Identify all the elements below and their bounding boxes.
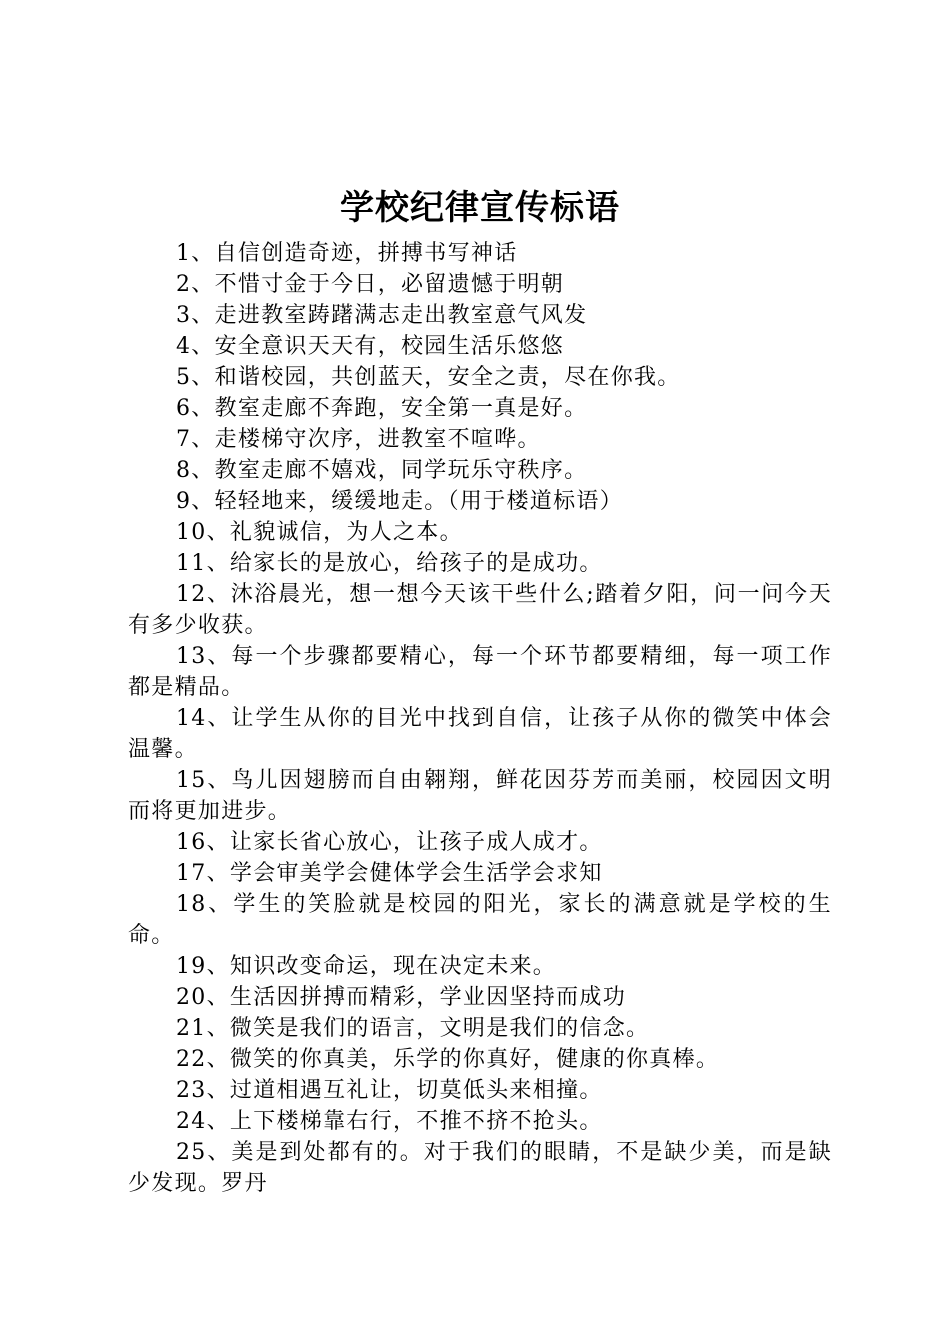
slogan-item: 4、安全意识天天有，校园生活乐悠悠 [176,334,565,359]
slogan-item: 8、教室走廊不嬉戏，同学玩乐守秩序。 [176,458,588,483]
slogan-item: 19、知识改变命运，现在决定未来。 [176,954,557,979]
slogan-item: 11、给家长的是放心，给孩子的是成功。 [176,551,603,576]
slogan-item: 6、教室走廊不奔跑，安全第一真是好。 [176,396,588,421]
slogan-item: 10、礼貌诚信，为人之本。 [176,520,463,545]
slogan-item: 24、上下楼梯靠右行，不推不挤不抢头。 [176,1109,603,1134]
document-title: 学校纪律宣传标语 [340,188,620,228]
slogan-item: 23、过道相遇互礼让，切莫低头来相撞。 [176,1078,603,1103]
document-page [128,184,832,1199]
slogan-list [128,238,832,1199]
slogan-item: 15、鸟儿因翅膀而自由翱翔，鲜花因芬芳而美丽，校园因文明而将更加进步。 [128,768,832,824]
slogan-item: 20、生活因拼搏而精彩，学业因坚持而成功 [176,985,626,1010]
slogan-item: 16、让家长省心放心，让孩子成人成才。 [176,830,603,855]
slogan-item: 12、沐浴晨光，想一想今天该干些什么;踏着夕阳，问一问今天有多少收获。 [128,582,832,638]
slogan-item: 18、学生的笑脸就是校园的阳光，家长的满意就是学校的生命。 [128,892,832,948]
slogan-item: 21、微笑是我们的语言，文明是我们的信念。 [176,1016,650,1041]
slogan-item: 13、每一个步骤都要精心，每一个环节都要精细，每一项工作都是精品。 [128,644,832,700]
slogan-item: 7、走楼梯守次序，进教室不喧哗。 [176,427,541,452]
slogan-item: 22、微笑的你真美，乐学的你真好，健康的你真棒。 [176,1047,720,1072]
slogan-item: 25、美是到处都有的。对于我们的眼睛，不是缺少美，而是缺少发现。罗丹 [128,1140,832,1196]
slogan-item: 3、走进教室踌躇满志走出教室意气风发 [176,303,588,328]
slogan-item: 17、学会审美学会健体学会生活学会求知 [176,861,603,886]
slogan-item: 14、让学生从你的目光中找到自信，让孩子从你的微笑中体会温馨。 [128,706,832,762]
slogan-item: 1、自信创造奇迹，拼搏书写神话 [176,241,518,266]
slogan-item: 5、和谐校园，共创蓝天，安全之责，尽在你我。 [176,365,681,390]
slogan-item: 9、轻轻地来，缓缓地走。（用于楼道标语） [176,489,623,514]
slogan-item: 2、不惜寸金于今日，必留遗憾于明朝 [176,272,565,297]
